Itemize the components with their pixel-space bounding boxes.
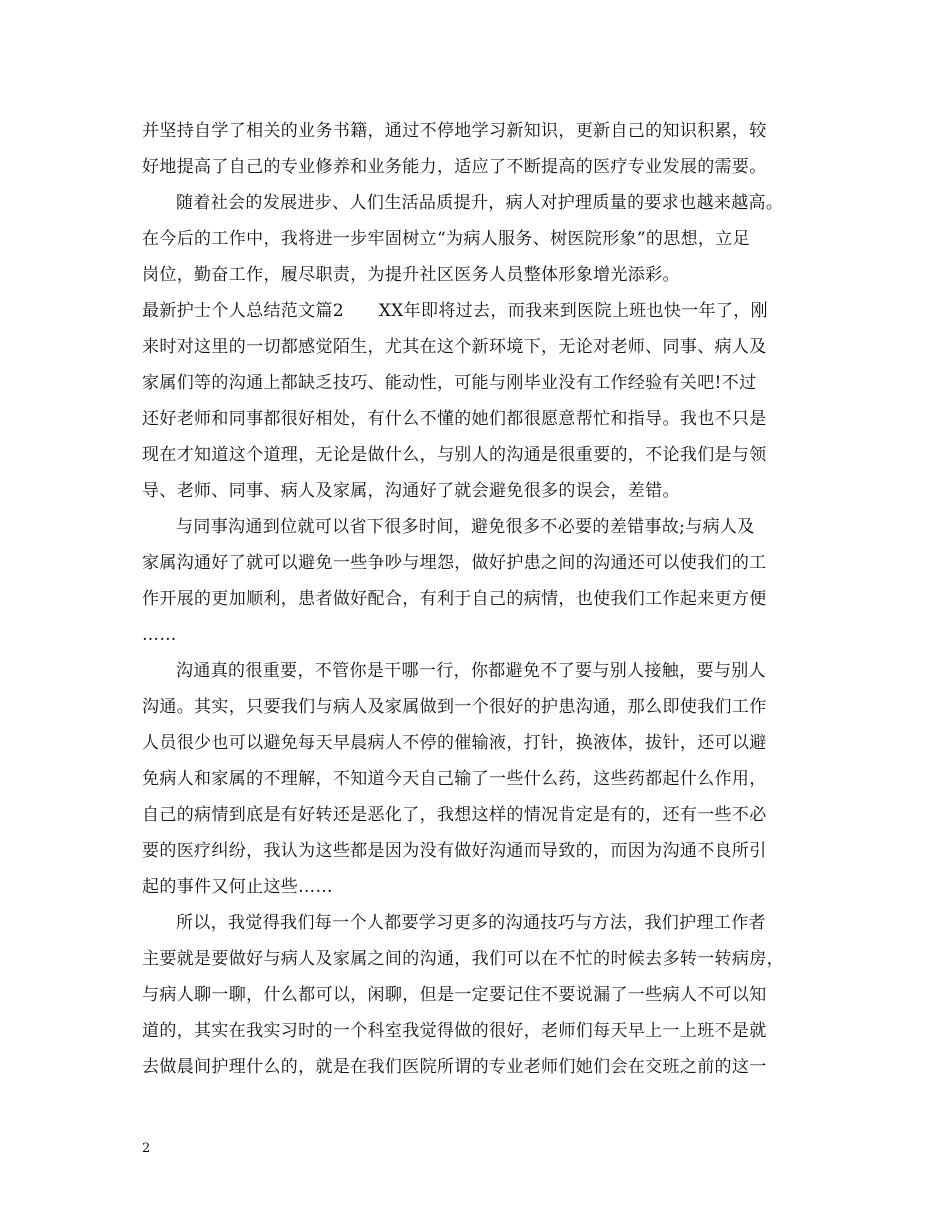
text-line: 在今后的工作中，我将进一步牢固树立“为病人服务、树医院形象”的思想，立足 xyxy=(142,229,750,249)
text-line: 与同事沟通到位就可以省下很多时间，避免很多不必要的差错事故;与病人及 xyxy=(176,517,755,537)
text-line: 与病人聊一聊，什么都可以，闲聊，但是一定要记住不要说漏了一些病人不可以知 xyxy=(142,985,767,1005)
text-line: 好地提高了自己的专业修养和业务能力，适应了不断提高的医疗专业发展的需要。 xyxy=(142,157,767,177)
text-line: 自己的病情到底是有好转还是恶化了，我想这样的情况肯定是有的，还有一些不必 xyxy=(142,805,767,825)
text-line: 沟通。其实，只要我们与病人及家属做到一个很好的护患沟通，那么即使我们工作 xyxy=(142,697,767,717)
text-line: 导、老师、同事、病人及家属，沟通好了就会避免很多的误会，差错。 xyxy=(142,481,680,501)
section-heading-line: 最新护士个人总结范文篇2 XX年即将过去，而我来到医院上班也快一年了，刚 xyxy=(142,301,768,321)
text-line: 沟通真的很重要，不管你是干哪一行，你都避免不了要与别人接触，要与别人 xyxy=(176,661,766,681)
text-line: 道的，其实在我实习时的一个科室我觉得做的很好，老师们每天早上一上班不是就 xyxy=(142,1021,767,1041)
text-line: 作开展的更加顺利，患者做好配合，有利于自己的病情，也使我们工作起来更方便 xyxy=(142,589,767,609)
text-line: 主要就是要做好与病人及家属之间的沟通，我们可以在不忙的时候去多转一转病房， xyxy=(142,949,784,969)
text-line: 免病人和家属的不理解，不知道今天自己输了一些什么药，这些药都起什么作用， xyxy=(142,769,767,789)
text-line: 来时对这里的一切都感觉陌生，尤其在这个新环境下，无论对老师、同事、病人及 xyxy=(142,337,767,357)
text-line: 要的医疗纠纷，我认为这些都是因为没有做好沟通而导致的，而因为沟通不良所引 xyxy=(142,841,767,861)
text-line: 还好老师和同事都很好相处，有什么不懂的她们都很愿意帮忙和指导。我也不只是 xyxy=(142,409,767,429)
text-line: 人员很少也可以避免每天早晨病人不停的催输液，打针，换液体，拔针，还可以避 xyxy=(142,733,767,753)
page-number: 2 xyxy=(142,1141,151,1156)
text-line: …… xyxy=(142,625,177,645)
text-line: 岗位，勤奋工作，履尽职责，为提升社区医务人员整体形象增光添彩。 xyxy=(142,265,680,285)
text-line: 家属沟通好了就可以避免一些争吵与埋怨，做好护患之间的沟通还可以使我们的工 xyxy=(142,553,767,573)
text-line: 随着社会的发展进步、人们生活品质提升，病人对护理质量的要求也越来越高。 xyxy=(176,193,784,213)
text-line: 现在才知道这个道理，无论是做什么，与别人的沟通是很重要的，不论我们是与领 xyxy=(142,445,767,465)
text-line: 家属们等的沟通上都缺乏技巧、能动性，可能与刚毕业没有工作经验有关吧!不过 xyxy=(142,373,757,393)
text-line: 所以，我觉得我们每一个人都要学习更多的沟通技巧与方法，我们护理工作者 xyxy=(176,913,766,933)
text-line: 起的事件又何止这些…… xyxy=(142,877,333,897)
text-line: 去做晨间护理什么的，就是在我们医院所谓的专业老师们她们会在交班之前的这一 xyxy=(142,1057,767,1077)
text-line: 并坚持自学了相关的业务书籍，通过不停地学习新知识，更新自己的知识积累，较 xyxy=(142,121,767,141)
